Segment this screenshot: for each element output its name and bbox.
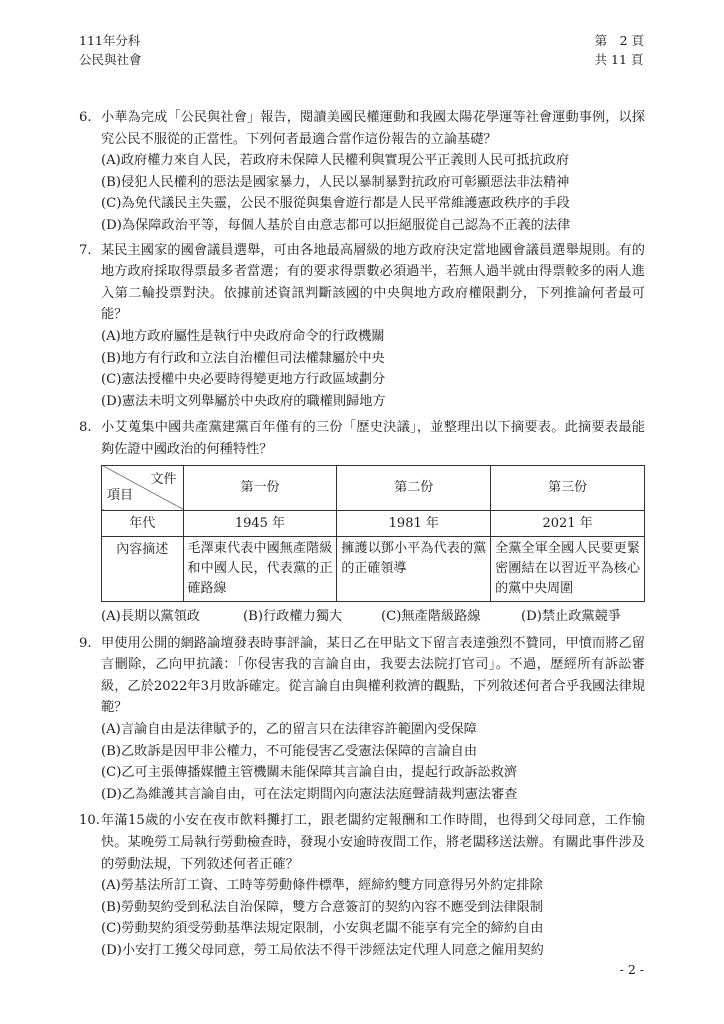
table-cell: 2021 年	[491, 510, 645, 537]
option-c: (C)為免代議民主失靈，公民不服從與集會遊行都是人民平常維護憲政秩序的手段	[101, 196, 570, 212]
question-stem: 年滿15歲的小安在夜市飲料攤打工，跟老闆約定報酬和工作時間，也得到父母同意，工作愉快。某晚勞工局執行勞動檢查時，發現小安逾時夜間工作，將老闆移送法辦。有關此事件涉及的勞動法規，下列敘述何者正確？	[101, 813, 645, 872]
option-d: (D)乙為維護其言論自由，可在法定期間內向憲法法庭聲請裁判憲法審查	[101, 786, 518, 802]
question-10	[79, 810, 645, 961]
column-header-third: 第三份	[491, 465, 645, 510]
table-corner-cell	[102, 465, 184, 510]
option-b: (B)侵犯人民權利的惡法是國家暴力，人民以暴制暴對抗政府可彰顯惡法非法精神	[101, 174, 570, 190]
page-footer: - 2 -	[619, 962, 644, 977]
column-header-second: 第二份	[337, 465, 491, 510]
corner-label-item: 項目	[107, 487, 134, 503]
option-a: (A)地方政府屬性是執行中央政府命令的行政機關	[101, 328, 385, 344]
option-a: (A)政府權力來自人民，若政府未保障人民權利與實現公平正義則人民可抵抗政府	[101, 153, 570, 169]
question-8	[79, 417, 645, 627]
option-d: (D)憲法未明文列舉屬於中央政府的職權則歸地方	[101, 393, 386, 409]
option-a: (A)言論自由是法律賦予的，乙的留言只在法律容許範圍內受保障	[101, 722, 477, 738]
option-c: (C)勞動契約須受勞動基準法規定限制，小安與老闆不能享有完全的締約自由	[101, 921, 544, 937]
option-d: (D)為保障政治平等，每個人基於自由意志都可以拒絕服從自己認為不正義的法律	[101, 217, 571, 233]
option-c: (C)乙可主張傳播媒體主管機關未能保障其言論自由，提起行政訴訟救濟	[101, 765, 518, 781]
question-number: 7.	[79, 242, 92, 258]
question-number: 8.	[79, 420, 92, 436]
table-cell: 1945 年	[183, 510, 337, 537]
option-b: (B)乙敗訴是因甲非公權力，不可能侵害乙受憲法保障的言論自由	[101, 743, 478, 759]
question-stem: 某民主國家的國會議員選舉，可由各地最高層級的地方政府決定當地國會議員選舉規則。有的地方政府採取得票最多者當選；有的要求得票數必須過半，若無人過半就由得票較多的兩人進入第二輪投票對決。依據前述資訊判斷該國的中央與地方政府權限劃分，下列推論何者最可能？	[101, 242, 645, 323]
table-cell: 擁護以鄧小平為代表的黨的正確領導	[337, 537, 491, 602]
option-b: (B)行政權力獨大	[243, 609, 343, 625]
corner-label-document: 文件	[150, 471, 177, 487]
row-label-summary: 內容摘述	[102, 537, 184, 602]
question-number: 6.	[79, 110, 92, 125]
option-d: (D)小安打工獲父母同意，勞工局依法不得干涉經法定代理人同意之僱用契約	[101, 943, 544, 958]
header-left	[79, 31, 142, 69]
question-number: 9.	[79, 635, 92, 651]
column-header-first: 第一份	[183, 465, 337, 510]
header-right	[595, 31, 644, 69]
table-cell: 全黨全軍全國人民要更緊密團結在以習近平為核心的黨中央周圍	[491, 537, 645, 602]
option-b: (B)勞動契約受到私法自治保障，雙方合意簽訂的契約內容不應受到法律限制	[101, 899, 543, 915]
option-b: (B)地方有行政和立法自治權但司法權隸屬於中央	[101, 350, 385, 366]
question-number: 10.	[79, 813, 100, 829]
option-c: (C)無產階級路線	[381, 609, 481, 625]
option-c: (C)憲法授權中央必要時得變更地方行政區域劃分	[101, 372, 386, 388]
row-label-year: 年代	[102, 510, 184, 537]
question-stem: 小華為完成「公民與社會」報告，閱讀美國民權運動和我國太陽花學運等社會運動事例，以探究公民不服從的正當性。下列何者最適合當作這份報告的立論基礎？	[101, 110, 645, 147]
question-list	[79, 107, 645, 962]
question-6	[79, 107, 645, 237]
page-number: 第 2 頁	[594, 33, 644, 48]
exam-year: 111年分科	[79, 33, 141, 48]
option-a: (A)長期以黨領政	[101, 609, 200, 625]
question-stem: 小艾蒐集中國共產黨建黨百年僅有的三份「歷史決議」，並整理出以下摘要表。此摘要表最能夠佐證中國政治的何種特性？	[101, 420, 645, 457]
total-pages: 共 11 頁	[594, 52, 644, 67]
option-a: (A)勞基法所訂工資、工時等勞動條件標準，經締約雙方同意得另外約定排除	[101, 878, 543, 894]
table-cell: 毛澤東代表中國無產階級和中國人民，代表黨的正確路線	[183, 537, 337, 602]
table-cell: 1981 年	[337, 510, 491, 537]
summary-table	[101, 465, 645, 603]
question-stem: 甲使用公開的網路論壇發表時事評論，某日乙在甲貼文下留言表達強烈不贊同，甲憤而將乙留言刪除，乙向甲抗議：「你侵害我的言論自由，我要去法院打官司」。不過，歷經所有訴訟審級，乙於2022年3月敗訴確定。從言論自由與權利救濟的觀點，下列敘述何者合乎我國法律規範？	[101, 635, 645, 716]
question-7	[79, 240, 645, 413]
question-9	[79, 633, 645, 806]
option-d: (D)禁止政黨競爭	[521, 609, 621, 625]
subject-name: 公民與社會	[79, 52, 142, 67]
